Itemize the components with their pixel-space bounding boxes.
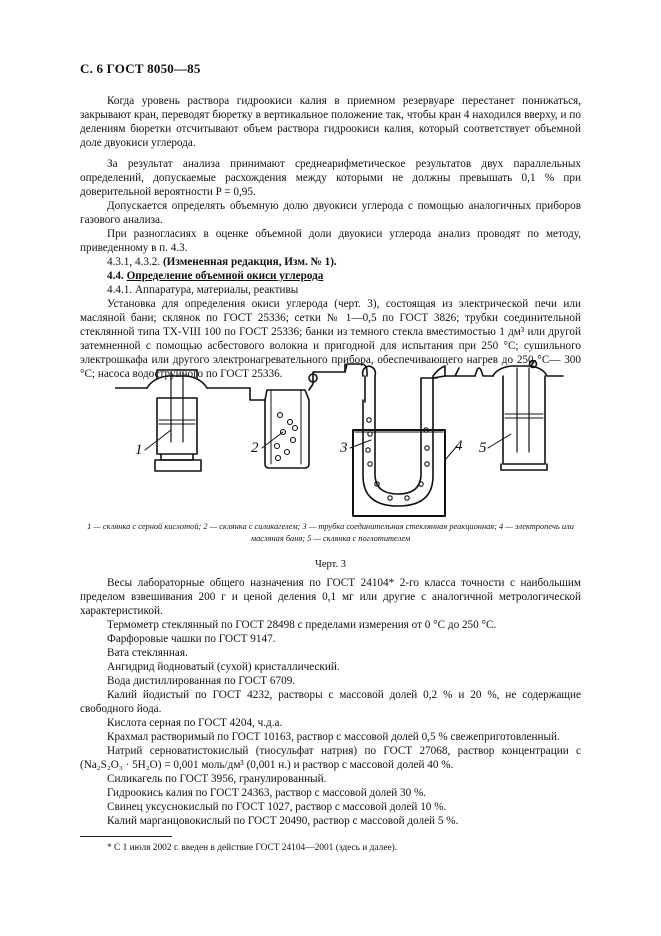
list-item: Силикагель по ГОСТ 3956, гранулированный. [107,773,327,785]
section-title: Определение объемной окиси углерода [126,270,324,282]
paragraph-thiosulfate: Натрий серноватистокислый (тиосульфат натрия) по ГОСТ 27068, раствор концентрации c (Na₂S₂O₃ · 5H₂O) = 0,001 моль/дм³ (0,001 н.) и раствор с массовой долей 40 %. [80,745,581,771]
footnote-divider [80,836,172,837]
paragraph-scales: Весы лабораторные общего назначения по ГОСТ 24104* 2-го класса точности с наибольшим пределом взвешивания 200 г и ценой деления 0,1 мг или другие с аналогичной метрологической характеристикой. [80,577,581,617]
list-item: Гидроокись калия по ГОСТ 24363, раствор с массовой долей 30 %. [107,787,427,799]
section-heading [107,270,323,284]
list-item: Калий марганцовокислый по ГОСТ 20490, раствор с массовой долей 5 %. [107,815,459,827]
list-item: Термометр стеклянный по ГОСТ 28498 с пределами измерения от 0 °С до 250 °С. [107,619,497,631]
amendment-ref: 4.3.1, 4.3.2. [107,256,161,268]
paragraph-potassium-iodide: Калий йодистый по ГОСТ 4232, растворы с массовой долей 0,2 % и 20 %, не содержащие свободного йода. [80,689,581,715]
flask-silica-gel [250,364,345,468]
apparatus-drawing [115,360,565,520]
figure-caption: 1 — склянка с серной кислотой; 2 — склянка с силикагелем; 3 — трубка соединительная стеклянная реакционная; 4 — электропечь или масляная баня; 5 — склянка с поглотителем [87,522,574,543]
label-3: 3 [340,440,348,456]
footnote: * С 1 июля 2002 г. введен в действие ГОСТ 24104—2001 (здесь и далее). [107,843,398,853]
label-2: 2 [251,440,259,456]
section-number: 4.4. [107,270,124,282]
label-4: 4 [455,438,463,454]
label-5: 5 [479,440,487,456]
list-item: Фарфоровые чашки по ГОСТ 9147. [107,633,276,645]
label-1: 1 [135,442,143,458]
figure-number: Черт. 3 [315,559,346,570]
paragraph-apparatus: Установка для определения окиси углерода (черт. 3), состоящая из электрической печи или масляной бани; склянок по ГОСТ 25336; сетки № 1—0,5 по ГОСТ 3826; трубки соединительной стеклянной типа ТХ-VIII 100 по ГОСТ 25336; банки из темного стекла вместимостью 1 дм³ или другой затемненной с помощью асбестового волокна и пригодной для испытания при 250 °С; сушильного электрошкафа или другого электронагревательного прибора, обеспечивающего нагрев до 250 °С— 300 °С; насоса водоструйного по ГОСТ 25336. [80,298,581,380]
paragraph-burette: Когда уровень раствора гидроокиси калия в приемном резервуаре перестанет понижаться, закрывают кран, переводят бюретку в вертикальное положение так, чтобы кран 4 находился вверху, и по делениям бюретки отсчитывают объем раствора гидроокиси калия, который соответствует объемной доле двуокиси углерода. [80,95,581,149]
paragraph-disputes: При разногласиях в оценке объемной доли двуокиси углерода анализ проводят по методу, приведенному в п. 4.3. [80,228,581,254]
list-item: Ангидрид йодноватый (сухой) кристаллический. [107,661,340,673]
amendment-line [107,256,337,270]
subsection-heading: 4.4.1. Аппаратура, материалы, реактивы [107,284,299,296]
list-item: Вода дистиллированная по ГОСТ 6709. [107,675,296,687]
list-item: Вата стеклянная. [107,647,188,659]
page-header: С. 6 ГОСТ 8050—85 [80,61,201,76]
list-item: Кислота серная по ГОСТ 4204, ч.д.а. [107,717,283,729]
reaction-u-tube [363,366,475,506]
paragraph-result: За результат анализа принимают среднеарифметическое результатов двух параллельных определений, допускаемые расхождения между которыми не должны превышать 0,1 % при доверительной вероятности P = 0,95. [80,158,581,198]
flask-absorber [475,360,563,470]
paragraph-alternative: Допускается определять объемную долю двуокиси углерода с помощью аналогичных приборов газового анализа. [80,200,581,226]
electric-furnace [353,430,445,516]
list-item: Крахмал растворимый по ГОСТ 10163, раствор с массовой долей 0,5 % свежеприготовленный. [107,731,560,743]
list-item: Свинец уксуснокислый по ГОСТ 1027, раствор с массовой долей 10 %. [107,801,447,813]
amendment-note: (Измененная редакция, Изм. № 1). [162,256,337,268]
